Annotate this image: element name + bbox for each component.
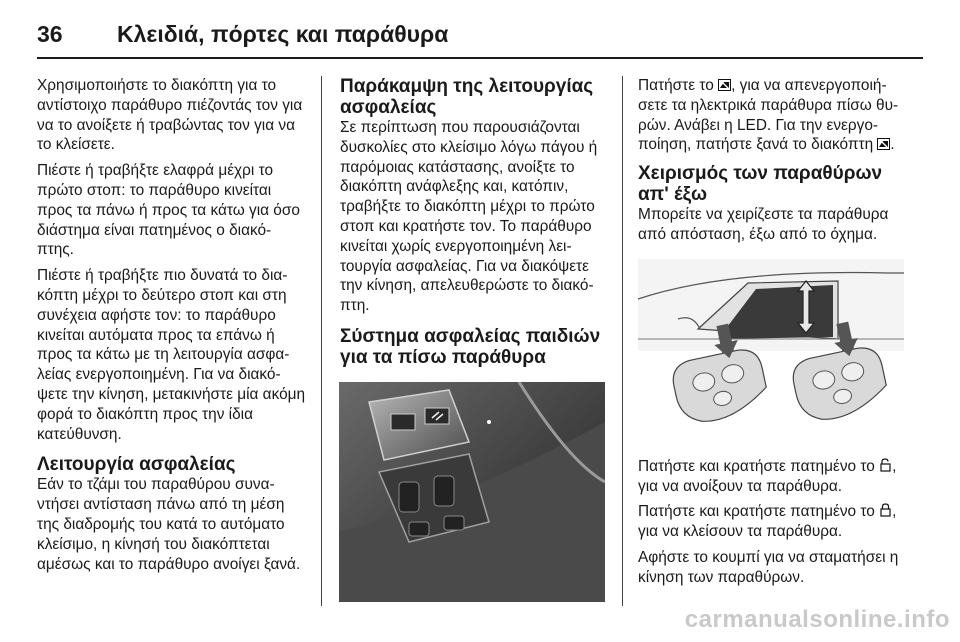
column-divider: [321, 76, 322, 606]
watermark: carmanualsonline.info: [684, 606, 950, 633]
section-heading: Λειτουργία ασφαλείας: [37, 454, 236, 476]
page-header: [37, 14, 448, 54]
paragraph: Μπορείτε να χειρίζεστε τα παράθυρα από απόσταση, έξω από το όχημα.: [638, 206, 889, 243]
paragraph: Πατήστε το , για να απενεργοποιή- σετε τα ηλεκτρικά παράθυρα πίσω θυ- ρών. Ανάβει η LED. Για την ενεργο- ποίηση, πατήστε ξανά το διακόπτη .: [638, 77, 899, 154]
paragraph: Πιέστε ή τραβήξτε πιο δυνατά το δια- κόπτη μέχρι το δεύτερο στοπ και στη συνέχεια αφήστε τον: το παράθυρο κινείται αυτόματα προς τα επάνω ή προς τα κάτω με τη λειτουργία ασφα- λείας ενεργοποιημένη. Για να διακό- ψετε την κίνηση, μετακινήστε μία ακόμη φορά το διακόπτη προς την ίδια κατεύθυνση.: [37, 267, 306, 443]
header-divider: [37, 57, 923, 59]
paragraph: Πατήστε και κρατήστε πατημένο το , για να ανοίξουν τα παράθυρα.: [638, 457, 897, 495]
window-switch-photo: [339, 382, 605, 602]
paragraph: Σε περίπτωση που παρουσιάζονται δυσκολίες στο κλείσιμο λόγω πάγου ή παρόμοιας κατάστασης, ανοίξτε το διακόπτη ανάφλεξης και, κατόπιν, τραβήξτε το διακόπτη μέχρι το πρώτο στοπ και κρατήστε τον. Το παράθυρο κινείται χωρίς ενεργοποιημένη λει- τουργία ασφαλείας. Για να διακόψετε την κίνηση, απελευθερώστε το διακό- πτη.: [340, 119, 598, 315]
page-title: Κλειδιά, πόρτες και παράθυρα: [117, 20, 449, 47]
paragraph: Πατήστε και κρατήστε πατημένο το , για να κλείσουν τα παράθυρα.: [638, 503, 897, 541]
child-lock-icon: [877, 138, 890, 150]
page-number: 36: [37, 20, 63, 47]
lock-icon: [879, 503, 892, 517]
column-divider: [622, 76, 623, 606]
remote-key-illustration: [638, 259, 904, 449]
section-heading: Σύστημα ασφαλείας παιδιών για τα πίσω παράθυρα: [340, 325, 601, 368]
column-2: [340, 76, 614, 602]
child-lock-icon: [718, 79, 731, 91]
paragraph: Πιέστε ή τραβήξτε ελαφρά μέχρι το πρώτο στοπ: το παράθυρο κινείται προς τα πάνω ή προς τα κάτω για όσο διάστημα είναι πατημένος ο διακό- πτης.: [37, 162, 300, 259]
section-heading: Παράκαμψη της λειτουργίας ασφαλείας: [340, 76, 594, 118]
paragraph: Εάν το τζάμι του παραθύρου συνα- ντήσει αντίσταση πάνω από τη μέση της διαδρομής του κατά το αυτόματο κλείσιμο, η κίνησή του διακόπτεται αμέσως και το παράθυρο ανοίγει ξανά.: [37, 476, 301, 573]
column-3: [638, 76, 906, 594]
column-1: [37, 76, 309, 580]
paragraph: Χρησιμοποιήστε το διακόπτη για το αντίστοιχο παράθυρο πιέζοντάς τον για να το ανοίξετε ή τραβώντας τον για να το κλείσετε.: [37, 77, 303, 154]
paragraph: Αφήστε το κουμπί για να σταματήσει η κίνηση των παραθύρων.: [638, 548, 899, 586]
section-heading: Χειρισμός των παραθύρων απ' έξω: [638, 163, 883, 206]
unlock-icon: [879, 458, 892, 472]
